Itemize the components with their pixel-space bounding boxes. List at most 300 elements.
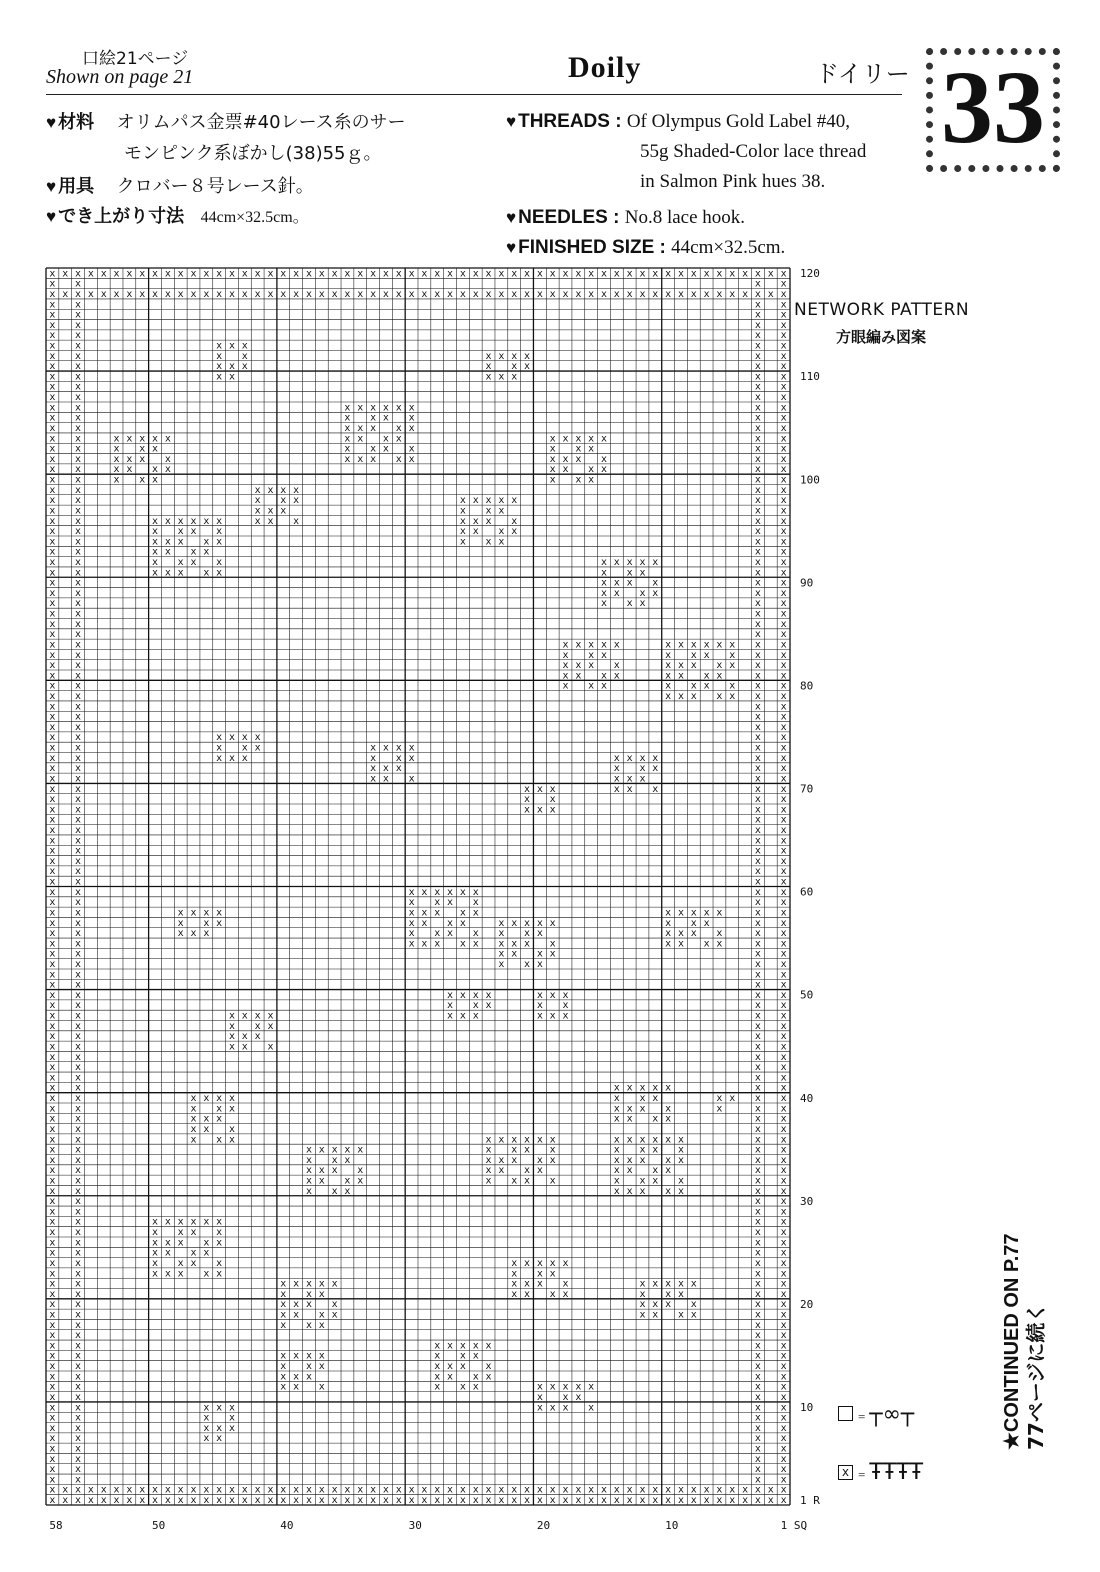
filled-square-mark: x [780, 361, 787, 373]
filled-square-mark: x [780, 907, 787, 919]
filled-square-mark: x [216, 536, 223, 548]
filled-square-mark: x [49, 1257, 56, 1269]
filled-square-mark: x [780, 1093, 787, 1105]
filled-square-mark: x [754, 711, 761, 723]
filled-square-mark: x [241, 732, 248, 744]
filled-square-mark: x [716, 907, 723, 919]
filled-square-mark: x [177, 1495, 184, 1507]
filled-square-mark: x [690, 907, 697, 919]
filled-square-mark: x [639, 288, 646, 300]
filled-square-mark: x [228, 1093, 236, 1105]
filled-square-mark: x [152, 1484, 159, 1496]
filled-square-mark: x [780, 742, 787, 754]
row-label: 40 [800, 1091, 814, 1105]
filled-square-mark: x [472, 1350, 479, 1362]
filled-square-mark: x [562, 1402, 569, 1414]
filled-square-mark: x [49, 969, 56, 981]
filled-square-mark: x [754, 969, 761, 981]
filled-square-mark: x [665, 1082, 672, 1094]
filled-square-mark: x [75, 989, 82, 1001]
filled-square-mark: x [421, 1495, 428, 1507]
filled-square-mark: x [780, 680, 787, 692]
filled-square-mark: x [49, 567, 56, 579]
filled-square-mark: x [305, 1154, 312, 1166]
filled-square-mark: x [639, 1299, 646, 1311]
filled-square-mark: x [370, 412, 377, 424]
filled-square-mark: x [164, 433, 171, 445]
filled-square-mark: x [780, 278, 787, 290]
filled-square-mark: x [754, 979, 761, 991]
tools-label-jp: 用具 [58, 176, 95, 197]
filled-square-mark: x [177, 1268, 184, 1280]
filled-square-mark: x [639, 567, 646, 579]
filled-square-mark: x [293, 495, 300, 507]
filled-square-mark: x [331, 1484, 338, 1496]
filled-square-mark: x [49, 1412, 56, 1424]
filled-square-mark: x [626, 1134, 633, 1146]
filled-square-mark: x [305, 1495, 312, 1507]
filled-square-mark: x [75, 1288, 82, 1300]
filled-square-mark: x [498, 1484, 505, 1496]
filled-square-mark: x [780, 309, 787, 321]
filled-square-mark: x [370, 453, 377, 465]
filled-square-mark: x [665, 1103, 672, 1115]
filled-square-mark: x [729, 1093, 736, 1105]
filled-square-mark: x [228, 1020, 236, 1032]
filled-square-mark: x [434, 1484, 441, 1496]
filled-square-mark: x [613, 763, 620, 775]
filled-square-mark: x [49, 1371, 56, 1383]
filled-square-mark: x [75, 732, 82, 744]
filled-square-mark: x [780, 773, 787, 785]
filled-square-mark: x [177, 515, 184, 527]
filled-square-mark: x [665, 1495, 672, 1507]
filled-square-mark: x [639, 1185, 646, 1197]
filled-square-mark: x [49, 484, 56, 496]
filled-square-mark: x [49, 1309, 56, 1321]
filled-square-mark: x [677, 907, 684, 919]
filled-square-mark: x [562, 670, 569, 682]
filled-square-mark: x [780, 1247, 787, 1259]
filled-square-mark: x [293, 1371, 300, 1383]
filled-square-mark: x [626, 1495, 633, 1507]
filled-square-mark: x [549, 464, 556, 476]
filled-square-mark: x [665, 268, 672, 280]
filled-square-mark: x [524, 288, 531, 300]
filled-square-mark: x [75, 1278, 82, 1290]
filled-square-mark: x [524, 1484, 531, 1496]
filled-square-mark: x [87, 288, 94, 300]
filled-square-mark: x [536, 1402, 543, 1414]
filled-square-mark: x [754, 1206, 761, 1218]
filled-square-mark: x [49, 1165, 56, 1177]
filled-square-mark: x [626, 1484, 633, 1496]
filled-square-mark: x [344, 1175, 351, 1187]
filled-square-mark: x [549, 1402, 556, 1414]
filled-square-mark: x [49, 433, 56, 445]
filled-square-mark: x [75, 649, 82, 661]
filled-square-mark: x [49, 721, 56, 733]
filled-square-mark: x [472, 268, 479, 280]
filled-square-mark: x [75, 402, 82, 414]
filled-square-mark: x [75, 1185, 82, 1197]
filled-square-mark: x [729, 288, 736, 300]
filled-square-mark: x [177, 1227, 184, 1239]
filled-square-mark: x [75, 567, 82, 579]
filled-square-mark: x [190, 1257, 197, 1269]
filled-square-mark: x [49, 587, 56, 599]
filled-square-mark: x [49, 1154, 56, 1166]
filled-square-mark: x [447, 989, 454, 1001]
filled-square-mark: x [408, 886, 415, 898]
filled-square-mark: x [267, 288, 274, 300]
filled-square-mark: x [49, 629, 56, 641]
filled-square-mark: x [626, 1154, 633, 1166]
filled-square-mark: x [216, 1134, 223, 1146]
filled-square-mark: x [498, 288, 505, 300]
filled-square-mark: x [87, 1484, 94, 1496]
filled-square-mark: x [613, 1103, 620, 1115]
filled-square-mark: x [254, 1495, 261, 1507]
filled-square-mark: x [754, 392, 761, 404]
filled-square-mark: x [49, 474, 56, 486]
threads-value-jp-2: モンピンク系ぼかし(38)55ｇ。 [124, 143, 382, 164]
filled-square-mark: x [318, 1381, 325, 1393]
filled-square-mark: x [472, 495, 479, 507]
filled-square-mark: x [344, 453, 351, 465]
filled-square-mark: x [331, 1495, 338, 1507]
filled-square-mark: x [408, 907, 415, 919]
shown-on-page-en: Shown on page 21 [46, 66, 194, 88]
filled-square-mark: x [498, 959, 505, 971]
filled-square-mark: x [780, 1412, 787, 1424]
filled-square-mark: x [690, 680, 697, 692]
filled-square-mark: x [511, 1288, 518, 1300]
filled-square-mark: x [305, 1175, 312, 1187]
filled-square-mark: x [665, 649, 672, 661]
filled-square-mark: x [652, 1144, 659, 1156]
filled-square-mark: x [626, 752, 633, 764]
filled-square-mark: x [152, 1268, 159, 1280]
row-label: 80 [800, 679, 814, 693]
filled-square-mark: x [780, 721, 787, 733]
filled-square-mark: x [49, 1123, 56, 1135]
filled-square-mark: x [780, 453, 787, 465]
filled-square-mark: x [754, 1165, 761, 1177]
row-label: 100 [800, 473, 820, 487]
filled-square-mark: x [216, 1093, 223, 1105]
filled-square-mark: x [754, 855, 761, 867]
filled-square-mark: x [318, 1278, 325, 1290]
filled-square-mark: x [75, 670, 82, 682]
filled-square-mark: x [600, 556, 608, 568]
filled-square-mark: x [331, 1309, 338, 1321]
filled-square-mark: x [703, 649, 710, 661]
filled-square-mark: x [588, 464, 595, 476]
filled-square-mark: x [49, 835, 56, 847]
filled-square-mark: x [524, 804, 531, 816]
filled-square-mark: x [164, 1247, 171, 1259]
filled-square-mark: x [613, 577, 620, 589]
filled-square-mark: x [318, 1319, 325, 1331]
filled-square-mark: x [216, 371, 223, 383]
filled-square-mark: x [49, 1433, 56, 1445]
filled-square-mark: x [228, 371, 236, 383]
filled-square-mark: x [498, 536, 505, 548]
filled-square-mark: x [588, 268, 595, 280]
filled-square-mark: x [113, 433, 120, 445]
filled-square-mark: x [49, 1247, 56, 1259]
filled-square-mark: x [754, 1237, 761, 1249]
filled-square-mark: x [49, 959, 56, 971]
open-mesh-square-icon [838, 1406, 853, 1421]
filled-square-mark: x [434, 1340, 441, 1352]
filled-square-mark: x [562, 464, 569, 476]
filled-square-mark: x [49, 381, 56, 393]
filled-square-mark: x [780, 1402, 787, 1414]
filled-square-mark: x [498, 928, 505, 940]
filled-square-mark: x [152, 433, 159, 445]
filled-square-mark: x [665, 907, 672, 919]
filled-square-mark: x [216, 567, 223, 579]
filled-square-mark: x [588, 433, 595, 445]
filled-square-mark: x [780, 825, 787, 837]
filled-square-mark: x [459, 515, 466, 527]
filled-square-mark: x [524, 268, 531, 280]
filled-square-mark: x [241, 742, 248, 754]
filled-square-mark: x [344, 422, 351, 434]
filled-square-mark: x [754, 1309, 761, 1321]
filled-square-mark: x [485, 268, 492, 280]
filled-square-mark: x [113, 1484, 120, 1496]
filled-square-mark: x [190, 1247, 197, 1259]
filled-square-mark: x [665, 1484, 672, 1496]
filled-square-mark: x [382, 402, 389, 414]
filled-square-mark: x [639, 1154, 646, 1166]
filled-square-mark: x [370, 268, 377, 280]
filled-square-mark: x [511, 1175, 518, 1187]
filled-square-mark: x [729, 649, 736, 661]
filled-square-mark: x [665, 680, 672, 692]
filled-square-mark: x [780, 1175, 787, 1187]
filled-square-mark: x [421, 917, 428, 929]
filled-square-mark: x [126, 1495, 133, 1507]
filled-square-mark: x [536, 959, 543, 971]
filled-square-mark: x [75, 928, 82, 940]
filled-square-mark: x [75, 1000, 82, 1012]
filled-square-mark: x [754, 928, 761, 940]
filled-square-mark: x [75, 1371, 82, 1383]
filled-square-mark: x [113, 288, 120, 300]
filled-square-mark: x [677, 1484, 684, 1496]
filled-square-mark: x [549, 453, 556, 465]
filled-square-mark: x [113, 474, 120, 486]
filled-square-mark: x [75, 690, 82, 702]
filled-square-mark: x [164, 1268, 171, 1280]
filled-square-mark: x [75, 1257, 82, 1269]
filled-square-mark: x [49, 340, 56, 352]
filled-square-mark: x [780, 670, 787, 682]
filled-square-mark: x [49, 1031, 56, 1043]
filled-square-mark: x [485, 1134, 492, 1146]
filled-square-mark: x [613, 1113, 620, 1125]
filled-square-mark: x [434, 1361, 441, 1373]
filled-square-mark: x [562, 1381, 569, 1393]
filled-square-mark: x [75, 1247, 82, 1259]
filled-square-mark: x [216, 1433, 223, 1445]
filled-square-mark: x [754, 1319, 761, 1331]
filled-square-mark: x [434, 907, 441, 919]
filled-square-mark: x [472, 288, 479, 300]
filled-square-mark: x [511, 1484, 518, 1496]
filled-square-mark: x [703, 907, 710, 919]
filled-square-mark: x [754, 876, 761, 888]
filled-square-mark: x [357, 422, 364, 434]
filled-square-mark: x [677, 1144, 684, 1156]
filled-square-mark: x [690, 1299, 697, 1311]
filled-square-mark: x [75, 814, 82, 826]
filled-square-mark: x [395, 453, 402, 465]
filled-square-mark: x [241, 752, 248, 764]
filled-square-mark: x [754, 1371, 761, 1383]
filled-square-mark: x [498, 1165, 505, 1177]
filled-square-mark: x [370, 288, 377, 300]
filled-square-mark: x [780, 1330, 787, 1342]
filled-square-mark: x [395, 1484, 402, 1496]
filled-square-mark: x [703, 917, 710, 929]
filled-square-mark: x [228, 732, 236, 744]
filled-square-mark: x [780, 1062, 787, 1074]
filled-square-mark: x [498, 1495, 505, 1507]
filled-square-mark: x [139, 443, 146, 455]
filled-square-mark: x [280, 1278, 287, 1290]
filled-square-mark: x [511, 1257, 518, 1269]
filled-square-mark: x [754, 1361, 761, 1373]
materials-en-needles: ♥ NEEDLES : No.8 lace hook. [506, 207, 746, 228]
filled-square-mark: x [228, 1010, 236, 1022]
filled-square-mark: x [216, 268, 223, 280]
filled-square-mark: x [75, 526, 82, 538]
filled-square-mark: x [447, 1010, 454, 1022]
filled-square-mark: x [626, 1113, 633, 1125]
filled-square-mark: x [652, 1495, 659, 1507]
filled-square-mark: x [472, 897, 479, 909]
filled-square-mark: x [472, 1010, 479, 1022]
filled-square-mark: x [754, 1257, 761, 1269]
filled-square-mark: x [754, 381, 761, 393]
filled-square-mark: x [780, 814, 787, 826]
filled-square-mark: x [241, 1031, 248, 1043]
row-label: 50 [800, 988, 814, 1002]
filled-square-mark: x [344, 268, 351, 280]
filled-square-mark: x [395, 422, 402, 434]
filled-square-mark: x [780, 505, 787, 517]
filled-square-mark: x [639, 773, 646, 785]
filled-square-mark: x [754, 330, 761, 342]
filled-square-mark: x [754, 907, 761, 919]
filled-square-mark: x [75, 1165, 82, 1177]
filled-square-mark: x [318, 1288, 325, 1300]
filled-square-mark: x [639, 1134, 646, 1146]
filled-square-mark: x [780, 855, 787, 867]
filled-square-mark: x [780, 969, 787, 981]
filled-square-mark: x [280, 1350, 287, 1362]
filled-square-mark: x [780, 1433, 787, 1445]
filled-square-mark: x [49, 319, 56, 331]
filled-square-mark: x [524, 1495, 531, 1507]
filled-square-mark: x [447, 1361, 454, 1373]
filled-square-mark: x [447, 897, 454, 909]
filled-square-mark: x [549, 433, 556, 445]
filled-square-mark: x [780, 1010, 787, 1022]
filled-square-mark: x [677, 660, 684, 672]
filled-square-mark: x [216, 515, 223, 527]
filled-square-mark: x [395, 268, 402, 280]
filled-square-mark: x [742, 1495, 749, 1507]
filled-square-mark: x [754, 989, 761, 1001]
filled-square-mark: x [177, 526, 184, 538]
filled-square-mark: x [408, 412, 415, 424]
filled-square-mark: x [549, 938, 556, 950]
filled-square-mark: x [49, 711, 56, 723]
filled-square-mark: x [408, 917, 415, 929]
filled-square-mark: x [754, 1340, 761, 1352]
filled-square-mark: x [75, 1113, 82, 1125]
filled-square-mark: x [780, 701, 787, 713]
filled-square-mark: x [549, 1134, 556, 1146]
filled-square-mark: x [49, 515, 56, 527]
filled-square-mark: x [754, 763, 761, 775]
filled-square-mark: x [780, 1484, 787, 1496]
filled-square-mark: x [75, 1330, 82, 1342]
filled-square-mark: x [754, 886, 761, 898]
filled-square-mark: x [690, 1495, 697, 1507]
filled-square-mark: x [613, 1484, 620, 1496]
filled-square-mark: x [408, 897, 415, 909]
filled-square-mark: x [472, 526, 479, 538]
filled-square-mark: x [613, 1154, 620, 1166]
filled-square-mark: x [49, 1134, 56, 1146]
filled-square-mark: x [305, 1165, 312, 1177]
filled-square-mark: x [190, 1227, 197, 1239]
filled-square-mark: x [767, 268, 774, 280]
filled-square-mark: x [228, 1134, 236, 1146]
filled-square-mark: x [549, 917, 556, 929]
row-label: 70 [800, 782, 814, 796]
filled-square-mark: x [754, 680, 761, 692]
filled-square-mark: x [382, 763, 389, 775]
filled-square-mark: x [75, 1361, 82, 1373]
filled-square-mark: x [588, 1402, 595, 1414]
filled-square-mark: x [754, 639, 761, 651]
filled-square-mark: x [331, 288, 338, 300]
filled-square-mark: x [75, 794, 82, 806]
filled-square-mark: x [613, 1093, 620, 1105]
filled-square-mark: x [75, 1227, 82, 1239]
filled-square-mark: x [754, 309, 761, 321]
filled-square-mark: x [190, 1134, 197, 1146]
filled-square-mark: x [75, 577, 82, 589]
filled-square-mark: x [49, 1443, 56, 1455]
filled-square-mark: x [228, 1123, 236, 1135]
filled-square-mark: x [754, 732, 761, 744]
filled-square-mark: x [754, 278, 761, 290]
filled-square-mark: x [49, 814, 56, 826]
filled-square-mark: x [754, 1072, 761, 1084]
filled-square-mark: x [203, 268, 210, 280]
filled-square-mark: x [75, 845, 82, 857]
filled-square-mark: x [536, 783, 543, 795]
